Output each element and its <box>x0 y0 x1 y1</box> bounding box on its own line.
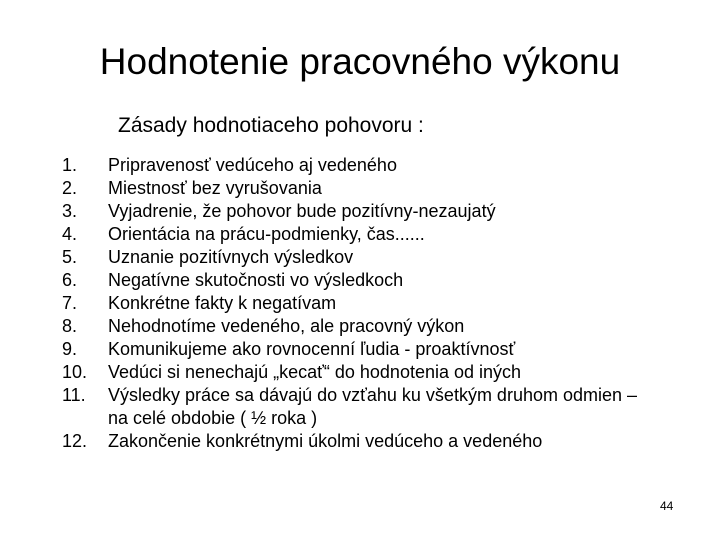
list-item <box>62 361 662 384</box>
list-item <box>62 384 662 430</box>
slide-subtitle: Zásady hodnotiaceho pohovoru : <box>118 114 424 137</box>
list-item <box>62 430 662 453</box>
list-item-text: Komunikujeme ako rovnocenní ľudia - proaktívnosť <box>108 339 516 359</box>
list-item-text: Pripravenosť vedúceho aj vedeného <box>108 155 397 175</box>
list-item <box>62 200 662 223</box>
list-item-text: Miestnosť bez vyrušovania <box>108 178 322 198</box>
list-item <box>62 338 662 361</box>
principles-list <box>62 154 662 453</box>
list-item <box>62 315 662 338</box>
list-item-text: Uznanie pozitívnych výsledkov <box>108 247 354 267</box>
list-item-number: 10. <box>62 362 88 382</box>
list-item-text: Orientácia na prácu-podmienky, čas...... <box>108 224 425 244</box>
list-item <box>62 292 662 315</box>
list-item-number: 5. <box>62 247 78 267</box>
slide-title: Hodnotenie pracovného výkonu <box>99 41 621 82</box>
list-item-text: Konkrétne fakty k negatívam <box>108 293 337 313</box>
list-item-number: 7. <box>62 293 78 313</box>
list-item-text: Nehodnotíme vedeného, ale pracovný výkon <box>108 316 465 336</box>
list-item-number: 12. <box>62 431 88 451</box>
list-item <box>62 269 662 292</box>
list-item-text: Výsledky práce sa dávajú do vzťahu ku všetkým druhom odmien – na celé obdobie ( ½ roka ) <box>108 385 638 428</box>
list-item <box>62 177 662 200</box>
list-item-number: 4. <box>62 224 78 244</box>
list-item-text: Negatívne skutočnosti vo výsledkoch <box>108 270 404 290</box>
page-number: 44 <box>660 499 674 513</box>
list-item-number: 1. <box>62 155 78 175</box>
list-item-number: 11. <box>62 385 86 405</box>
list-item-number: 6. <box>62 270 78 290</box>
list-item-number: 2. <box>62 178 78 198</box>
list-item-text: Vedúci si nenechajú „kecať“ do hodnotenia od iných <box>108 362 522 382</box>
list-item-number: 3. <box>62 201 78 221</box>
list-item <box>62 223 662 246</box>
list-item-text: Vyjadrenie, že pohovor bude pozitívny-nezaujatý <box>108 201 496 221</box>
list-item-number: 9. <box>62 339 78 359</box>
list-item <box>62 246 662 269</box>
list-item-number: 8. <box>62 316 78 336</box>
list-item <box>62 154 662 177</box>
list-item-text: Zakončenie konkrétnymi úkolmi vedúceho a vedeného <box>108 431 543 451</box>
